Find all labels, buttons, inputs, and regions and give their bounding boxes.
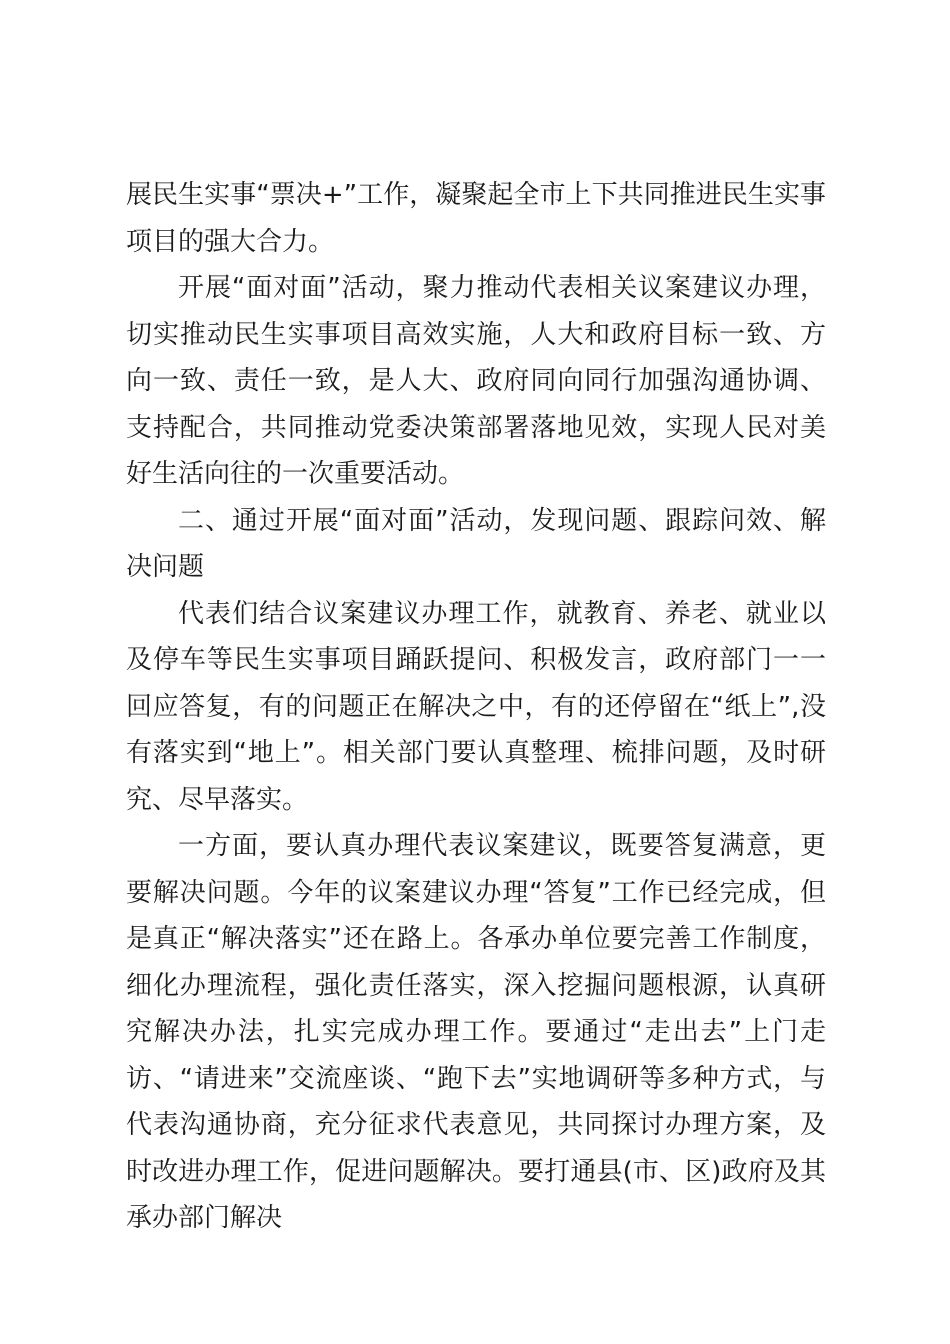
document-body: [126, 172, 826, 1242]
paragraph-continuation: 展民生实事“票决+”工作，凝聚起全市上下共同推进民生实事项目的强大合力。: [126, 180, 826, 257]
paragraph-handling-proposals: 一方面，要认真办理代表议案建议，既要答复满意，更要解决问题。今年的议案建议办理“答复”工作已经完成，但是真正“解决落实”还在路上。各承办单位要完善工作制度，细化办理流程，强化责任落实，深入挖掘问题根源，认真研究解决办法，扎实完成办理工作。要通过“走出去”上门走访、“请进来”交流座谈、“跑下去”实地调研等多种方式，与代表沟通协商，充分征求代表意见，共同探讨办理方案，及时改进办理工作，促进问题解决。要打通县(市、区)政府及其承办部门解决: [126, 831, 826, 1233]
paragraph-face-to-face-activity: 开展“面对面”活动，聚力推动代表相关议案建议办理，切实推动民生实事项目高效实施，人大和政府目标一致、方向一致、责任一致，是人大、政府同向同行加强沟通协调、支持配合，共同推动党委决策部署落地见效，实现人民对美好生活向往的一次重要活动。: [126, 273, 826, 489]
section-heading-two: 二、通过开展“面对面”活动，发现问题、跟踪问效、解决问题: [126, 505, 826, 582]
paragraph-representatives-questions: 代表们结合议案建议办理工作，就教育、养老、就业以及停车等民生实事项目踊跃提问、积极发言，政府部门一一回应答复，有的问题正在解决之中，有的还停留在“纸上”,没有落实到“地上”。相关部门要认真整理、梳排问题，及时研究、尽早落实。: [126, 598, 826, 815]
